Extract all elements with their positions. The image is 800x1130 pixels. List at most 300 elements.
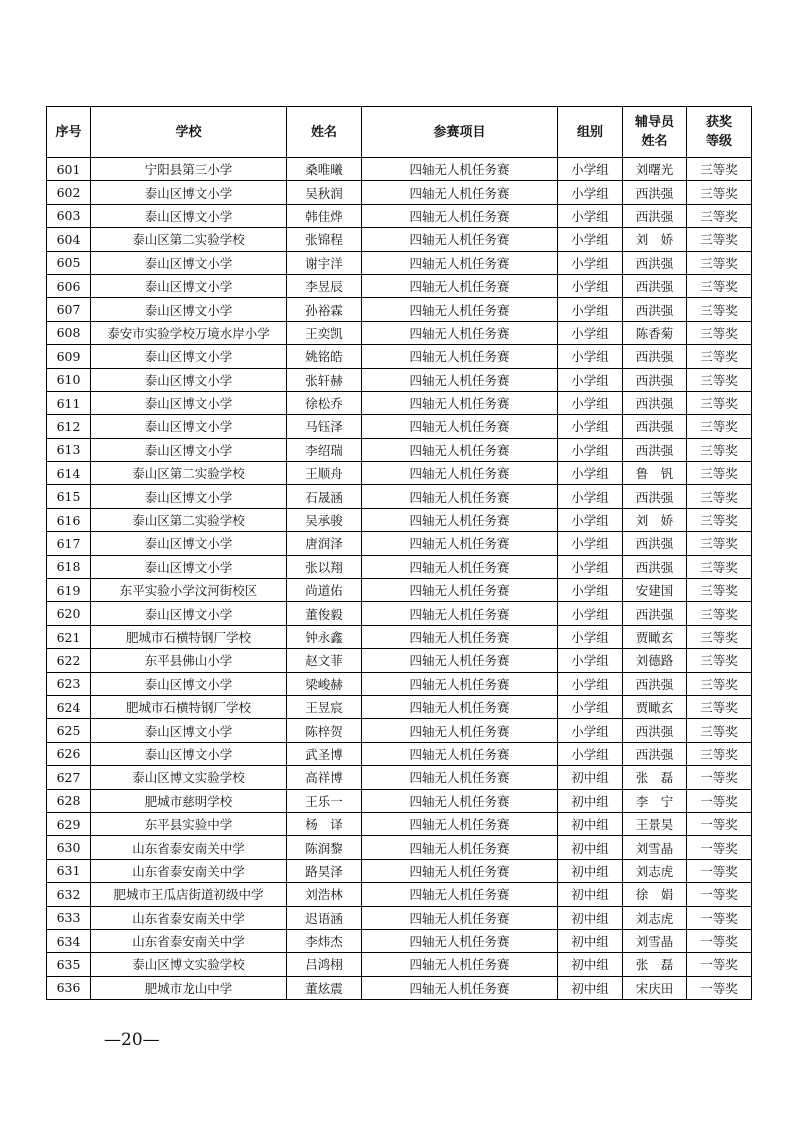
cell-name: 唐润泽 <box>287 532 362 555</box>
cell-school: 泰山区博文小学 <box>91 719 287 742</box>
cell-event: 四轴无人机任务赛 <box>362 859 558 882</box>
header-group: 组别 <box>558 107 623 158</box>
cell-event: 四轴无人机任务赛 <box>362 228 558 251</box>
cell-award: 一等奖 <box>687 789 752 812</box>
cell-group: 小学组 <box>558 555 623 578</box>
cell-school: 泰山区第二实验学校 <box>91 462 287 485</box>
table-body <box>47 158 752 1000</box>
cell-mentor: 张 磊 <box>623 953 687 976</box>
cell-award: 一等奖 <box>687 906 752 929</box>
cell-school: 泰山区博文实验学校 <box>91 953 287 976</box>
cell-mentor: 西洪强 <box>623 368 687 391</box>
table-row <box>47 579 752 602</box>
cell-event: 四轴无人机任务赛 <box>362 321 558 344</box>
cell-event: 四轴无人机任务赛 <box>362 158 558 181</box>
table-row <box>47 391 752 414</box>
cell-name: 王昱宸 <box>287 695 362 718</box>
cell-mentor: 西洪强 <box>623 391 687 414</box>
cell-event: 四轴无人机任务赛 <box>362 181 558 204</box>
cell-name: 陈梓贺 <box>287 719 362 742</box>
cell-no: 616 <box>47 508 91 531</box>
cell-award: 一等奖 <box>687 883 752 906</box>
cell-group: 小学组 <box>558 391 623 414</box>
cell-school: 肥城市石横特钢厂学校 <box>91 625 287 648</box>
table-row <box>47 251 752 274</box>
cell-name: 王乐一 <box>287 789 362 812</box>
cell-school: 泰山区博文小学 <box>91 251 287 274</box>
cell-school: 泰山区博文小学 <box>91 345 287 368</box>
cell-award: 三等奖 <box>687 321 752 344</box>
cell-name: 吴秋润 <box>287 181 362 204</box>
cell-no: 622 <box>47 649 91 672</box>
cell-group: 初中组 <box>558 953 623 976</box>
cell-group: 小学组 <box>558 719 623 742</box>
table-row <box>47 836 752 859</box>
cell-name: 吕鸿栩 <box>287 953 362 976</box>
cell-school: 泰山区博文小学 <box>91 485 287 508</box>
cell-event: 四轴无人机任务赛 <box>362 953 558 976</box>
cell-award: 三等奖 <box>687 391 752 414</box>
cell-award: 三等奖 <box>687 251 752 274</box>
cell-mentor: 李 宁 <box>623 789 687 812</box>
cell-name: 钟永鑫 <box>287 625 362 648</box>
cell-group: 初中组 <box>558 766 623 789</box>
results-table <box>46 106 752 1000</box>
cell-event: 四轴无人机任务赛 <box>362 742 558 765</box>
cell-group: 小学组 <box>558 415 623 438</box>
cell-event: 四轴无人机任务赛 <box>362 415 558 438</box>
cell-school: 泰山区博文小学 <box>91 298 287 321</box>
cell-school: 东平县佛山小学 <box>91 649 287 672</box>
table-row <box>47 906 752 929</box>
cell-no: 610 <box>47 368 91 391</box>
table-row <box>47 672 752 695</box>
cell-name: 石晟涵 <box>287 485 362 508</box>
cell-no: 603 <box>47 204 91 227</box>
cell-award: 三等奖 <box>687 181 752 204</box>
cell-name: 吴承骏 <box>287 508 362 531</box>
cell-no: 607 <box>47 298 91 321</box>
table-row <box>47 508 752 531</box>
cell-event: 四轴无人机任务赛 <box>362 976 558 999</box>
cell-award: 三等奖 <box>687 602 752 625</box>
cell-award: 三等奖 <box>687 204 752 227</box>
cell-group: 小学组 <box>558 672 623 695</box>
cell-event: 四轴无人机任务赛 <box>362 649 558 672</box>
cell-event: 四轴无人机任务赛 <box>362 789 558 812</box>
cell-group: 初中组 <box>558 836 623 859</box>
cell-no: 606 <box>47 274 91 297</box>
cell-event: 四轴无人机任务赛 <box>362 298 558 321</box>
cell-event: 四轴无人机任务赛 <box>362 836 558 859</box>
cell-mentor: 刘志虎 <box>623 906 687 929</box>
cell-name: 李炜杰 <box>287 929 362 952</box>
cell-no: 604 <box>47 228 91 251</box>
cell-award: 三等奖 <box>687 438 752 461</box>
cell-no: 612 <box>47 415 91 438</box>
cell-award: 一等奖 <box>687 929 752 952</box>
cell-school: 肥城市王瓜店街道初级中学 <box>91 883 287 906</box>
cell-mentor: 西洪强 <box>623 555 687 578</box>
cell-group: 初中组 <box>558 929 623 952</box>
table-row <box>47 976 752 999</box>
table-row <box>47 625 752 648</box>
cell-event: 四轴无人机任务赛 <box>362 368 558 391</box>
cell-group: 初中组 <box>558 976 623 999</box>
cell-mentor: 西洪强 <box>623 602 687 625</box>
table-row <box>47 158 752 181</box>
cell-no: 625 <box>47 719 91 742</box>
table-row <box>47 812 752 835</box>
header-row <box>47 107 752 158</box>
cell-name: 张锦程 <box>287 228 362 251</box>
cell-no: 623 <box>47 672 91 695</box>
cell-name: 桑唯曦 <box>287 158 362 181</box>
table-row <box>47 883 752 906</box>
cell-mentor: 西洪强 <box>623 204 687 227</box>
cell-award: 一等奖 <box>687 836 752 859</box>
cell-award: 三等奖 <box>687 625 752 648</box>
cell-event: 四轴无人机任务赛 <box>362 625 558 648</box>
cell-name: 路昊泽 <box>287 859 362 882</box>
cell-event: 四轴无人机任务赛 <box>362 251 558 274</box>
cell-award: 三等奖 <box>687 368 752 391</box>
cell-group: 小学组 <box>558 298 623 321</box>
cell-school: 东平县实验中学 <box>91 812 287 835</box>
cell-award: 三等奖 <box>687 555 752 578</box>
table-row <box>47 742 752 765</box>
cell-mentor: 陈香菊 <box>623 321 687 344</box>
cell-group: 小学组 <box>558 742 623 765</box>
cell-event: 四轴无人机任务赛 <box>362 672 558 695</box>
cell-mentor: 西洪强 <box>623 672 687 695</box>
cell-school: 山东省泰安南关中学 <box>91 859 287 882</box>
cell-award: 一等奖 <box>687 859 752 882</box>
cell-name: 王顺舟 <box>287 462 362 485</box>
cell-award: 三等奖 <box>687 719 752 742</box>
table-row <box>47 181 752 204</box>
cell-no: 601 <box>47 158 91 181</box>
cell-event: 四轴无人机任务赛 <box>362 462 558 485</box>
cell-mentor: 徐 娟 <box>623 883 687 906</box>
cell-school: 泰山区博文小学 <box>91 602 287 625</box>
cell-mentor: 宋庆田 <box>623 976 687 999</box>
cell-event: 四轴无人机任务赛 <box>362 719 558 742</box>
cell-mentor: 刘 娇 <box>623 228 687 251</box>
header-school: 学校 <box>91 107 287 158</box>
cell-school: 泰山区博文小学 <box>91 204 287 227</box>
cell-award: 三等奖 <box>687 695 752 718</box>
cell-award: 三等奖 <box>687 228 752 251</box>
cell-mentor: 刘曙光 <box>623 158 687 181</box>
cell-mentor: 西洪强 <box>623 298 687 321</box>
cell-no: 630 <box>47 836 91 859</box>
cell-group: 小学组 <box>558 228 623 251</box>
cell-name: 韩佳烨 <box>287 204 362 227</box>
header-mentor <box>623 107 687 158</box>
cell-group: 小学组 <box>558 204 623 227</box>
cell-name: 李昱辰 <box>287 274 362 297</box>
cell-no: 631 <box>47 859 91 882</box>
header-name: 姓名 <box>287 107 362 158</box>
cell-award: 三等奖 <box>687 508 752 531</box>
cell-school: 泰山区博文小学 <box>91 415 287 438</box>
header-award-line1: 获奖 <box>705 115 732 130</box>
cell-name: 张以翔 <box>287 555 362 578</box>
table-row <box>47 368 752 391</box>
table-row <box>47 649 752 672</box>
cell-event: 四轴无人机任务赛 <box>362 345 558 368</box>
cell-group: 初中组 <box>558 883 623 906</box>
cell-group: 小学组 <box>558 321 623 344</box>
cell-no: 608 <box>47 321 91 344</box>
cell-award: 三等奖 <box>687 345 752 368</box>
cell-school: 泰山区博文小学 <box>91 742 287 765</box>
cell-event: 四轴无人机任务赛 <box>362 695 558 718</box>
cell-school: 泰山区博文小学 <box>91 672 287 695</box>
cell-group: 小学组 <box>558 532 623 555</box>
cell-school: 泰山区博文小学 <box>91 181 287 204</box>
table-row <box>47 532 752 555</box>
cell-school: 山东省泰安南关中学 <box>91 929 287 952</box>
cell-event: 四轴无人机任务赛 <box>362 766 558 789</box>
cell-school: 泰山区博文小学 <box>91 438 287 461</box>
cell-school: 泰山区第二实验学校 <box>91 508 287 531</box>
cell-event: 四轴无人机任务赛 <box>362 579 558 602</box>
table-row <box>47 345 752 368</box>
cell-no: 611 <box>47 391 91 414</box>
cell-school: 泰山区博文小学 <box>91 391 287 414</box>
cell-no: 627 <box>47 766 91 789</box>
cell-name: 陈润黎 <box>287 836 362 859</box>
cell-award: 一等奖 <box>687 766 752 789</box>
cell-mentor: 西洪强 <box>623 251 687 274</box>
cell-no: 626 <box>47 742 91 765</box>
cell-group: 初中组 <box>558 789 623 812</box>
table-row <box>47 602 752 625</box>
cell-mentor: 刘 娇 <box>623 508 687 531</box>
cell-award: 三等奖 <box>687 672 752 695</box>
cell-group: 小学组 <box>558 368 623 391</box>
cell-group: 小学组 <box>558 602 623 625</box>
cell-award: 三等奖 <box>687 742 752 765</box>
cell-no: 613 <box>47 438 91 461</box>
cell-award: 一等奖 <box>687 812 752 835</box>
cell-award: 三等奖 <box>687 532 752 555</box>
cell-school: 泰山区博文小学 <box>91 368 287 391</box>
cell-no: 629 <box>47 812 91 835</box>
cell-school: 泰山区博文小学 <box>91 555 287 578</box>
cell-no: 633 <box>47 906 91 929</box>
cell-mentor: 王景昊 <box>623 812 687 835</box>
cell-award: 三等奖 <box>687 415 752 438</box>
header-award-line2: 等级 <box>705 134 732 149</box>
cell-group: 小学组 <box>558 579 623 602</box>
cell-no: 634 <box>47 929 91 952</box>
cell-name: 孙裕霖 <box>287 298 362 321</box>
header-mentor-line1: 辅导员 <box>634 115 674 130</box>
cell-no: 624 <box>47 695 91 718</box>
cell-name: 杨 译 <box>287 812 362 835</box>
cell-no: 619 <box>47 579 91 602</box>
cell-event: 四轴无人机任务赛 <box>362 929 558 952</box>
cell-name: 张轩赫 <box>287 368 362 391</box>
cell-group: 小学组 <box>558 345 623 368</box>
cell-event: 四轴无人机任务赛 <box>362 485 558 508</box>
cell-event: 四轴无人机任务赛 <box>362 274 558 297</box>
cell-no: 602 <box>47 181 91 204</box>
cell-group: 小学组 <box>558 625 623 648</box>
table-row <box>47 415 752 438</box>
cell-group: 小学组 <box>558 181 623 204</box>
cell-no: 614 <box>47 462 91 485</box>
cell-name: 迟语涵 <box>287 906 362 929</box>
cell-award: 三等奖 <box>687 274 752 297</box>
cell-no: 618 <box>47 555 91 578</box>
cell-award: 一等奖 <box>687 953 752 976</box>
cell-group: 初中组 <box>558 812 623 835</box>
cell-school: 泰山区博文小学 <box>91 274 287 297</box>
cell-mentor: 西洪强 <box>623 345 687 368</box>
cell-event: 四轴无人机任务赛 <box>362 602 558 625</box>
cell-mentor: 刘德路 <box>623 649 687 672</box>
header-event: 参赛项目 <box>362 107 558 158</box>
cell-no: 617 <box>47 532 91 555</box>
table-row <box>47 462 752 485</box>
table-row <box>47 695 752 718</box>
cell-no: 615 <box>47 485 91 508</box>
cell-name: 谢宇洋 <box>287 251 362 274</box>
cell-school: 肥城市石横特钢厂学校 <box>91 695 287 718</box>
cell-mentor: 张 磊 <box>623 766 687 789</box>
cell-event: 四轴无人机任务赛 <box>362 812 558 835</box>
cell-school: 泰安市实验学校万境水岸小学 <box>91 321 287 344</box>
table-row <box>47 298 752 321</box>
cell-event: 四轴无人机任务赛 <box>362 883 558 906</box>
cell-event: 四轴无人机任务赛 <box>362 555 558 578</box>
cell-group: 小学组 <box>558 695 623 718</box>
cell-mentor: 刘志虎 <box>623 859 687 882</box>
cell-name: 董俊毅 <box>287 602 362 625</box>
cell-group: 初中组 <box>558 859 623 882</box>
cell-mentor: 西洪强 <box>623 719 687 742</box>
cell-no: 628 <box>47 789 91 812</box>
table-row <box>47 555 752 578</box>
cell-mentor: 贾瞰玄 <box>623 625 687 648</box>
cell-award: 三等奖 <box>687 485 752 508</box>
cell-school: 泰山区博文实验学校 <box>91 766 287 789</box>
cell-no: 636 <box>47 976 91 999</box>
cell-award: 三等奖 <box>687 158 752 181</box>
cell-name: 武圣博 <box>287 742 362 765</box>
cell-group: 小学组 <box>558 274 623 297</box>
cell-group: 小学组 <box>558 158 623 181</box>
cell-award: 一等奖 <box>687 976 752 999</box>
cell-event: 四轴无人机任务赛 <box>362 532 558 555</box>
cell-no: 609 <box>47 345 91 368</box>
cell-school: 肥城市龙山中学 <box>91 976 287 999</box>
cell-no: 620 <box>47 602 91 625</box>
cell-award: 三等奖 <box>687 462 752 485</box>
cell-name: 梁峻赫 <box>287 672 362 695</box>
cell-award: 三等奖 <box>687 649 752 672</box>
cell-name: 姚铭皓 <box>287 345 362 368</box>
cell-school: 山东省泰安南关中学 <box>91 836 287 859</box>
cell-mentor: 西洪强 <box>623 485 687 508</box>
cell-school: 东平实验小学汶河街校区 <box>91 579 287 602</box>
table-row <box>47 438 752 461</box>
table-row <box>47 719 752 742</box>
cell-group: 小学组 <box>558 251 623 274</box>
cell-name: 尚道佑 <box>287 579 362 602</box>
cell-mentor: 西洪强 <box>623 532 687 555</box>
table-row <box>47 204 752 227</box>
cell-mentor: 西洪强 <box>623 438 687 461</box>
cell-name: 李绍瑞 <box>287 438 362 461</box>
cell-event: 四轴无人机任务赛 <box>362 204 558 227</box>
cell-mentor: 刘雪晶 <box>623 929 687 952</box>
cell-group: 小学组 <box>558 508 623 531</box>
table-row <box>47 274 752 297</box>
cell-school: 泰山区第二实验学校 <box>91 228 287 251</box>
cell-award: 三等奖 <box>687 298 752 321</box>
cell-no: 621 <box>47 625 91 648</box>
cell-name: 董炫震 <box>287 976 362 999</box>
cell-group: 小学组 <box>558 462 623 485</box>
table-header <box>47 107 752 158</box>
table-row <box>47 228 752 251</box>
cell-name: 王奕凯 <box>287 321 362 344</box>
cell-mentor: 西洪强 <box>623 742 687 765</box>
table-row <box>47 953 752 976</box>
table-row <box>47 485 752 508</box>
table-row <box>47 766 752 789</box>
header-mentor-line2: 姓名 <box>641 134 668 149</box>
cell-school: 泰山区博文小学 <box>91 532 287 555</box>
cell-mentor: 鲁 钒 <box>623 462 687 485</box>
cell-mentor: 西洪强 <box>623 274 687 297</box>
table-row <box>47 929 752 952</box>
cell-group: 小学组 <box>558 438 623 461</box>
cell-mentor: 刘雪晶 <box>623 836 687 859</box>
table-row <box>47 321 752 344</box>
cell-event: 四轴无人机任务赛 <box>362 906 558 929</box>
page-number: —20— <box>104 1030 160 1050</box>
cell-name: 刘浩林 <box>287 883 362 906</box>
cell-school: 肥城市慈明学校 <box>91 789 287 812</box>
cell-group: 小学组 <box>558 649 623 672</box>
table-row <box>47 789 752 812</box>
cell-no: 635 <box>47 953 91 976</box>
header-no: 序号 <box>47 107 91 158</box>
cell-event: 四轴无人机任务赛 <box>362 391 558 414</box>
cell-no: 632 <box>47 883 91 906</box>
cell-event: 四轴无人机任务赛 <box>362 438 558 461</box>
cell-school: 宁阳县第三小学 <box>91 158 287 181</box>
cell-name: 赵文菲 <box>287 649 362 672</box>
cell-mentor: 西洪强 <box>623 415 687 438</box>
cell-mentor: 西洪强 <box>623 181 687 204</box>
table-row <box>47 859 752 882</box>
cell-name: 马钰泽 <box>287 415 362 438</box>
cell-mentor: 安建国 <box>623 579 687 602</box>
cell-no: 605 <box>47 251 91 274</box>
cell-award: 三等奖 <box>687 579 752 602</box>
cell-mentor: 贾瞰玄 <box>623 695 687 718</box>
cell-school: 山东省泰安南关中学 <box>91 906 287 929</box>
cell-event: 四轴无人机任务赛 <box>362 508 558 531</box>
cell-name: 高祥博 <box>287 766 362 789</box>
